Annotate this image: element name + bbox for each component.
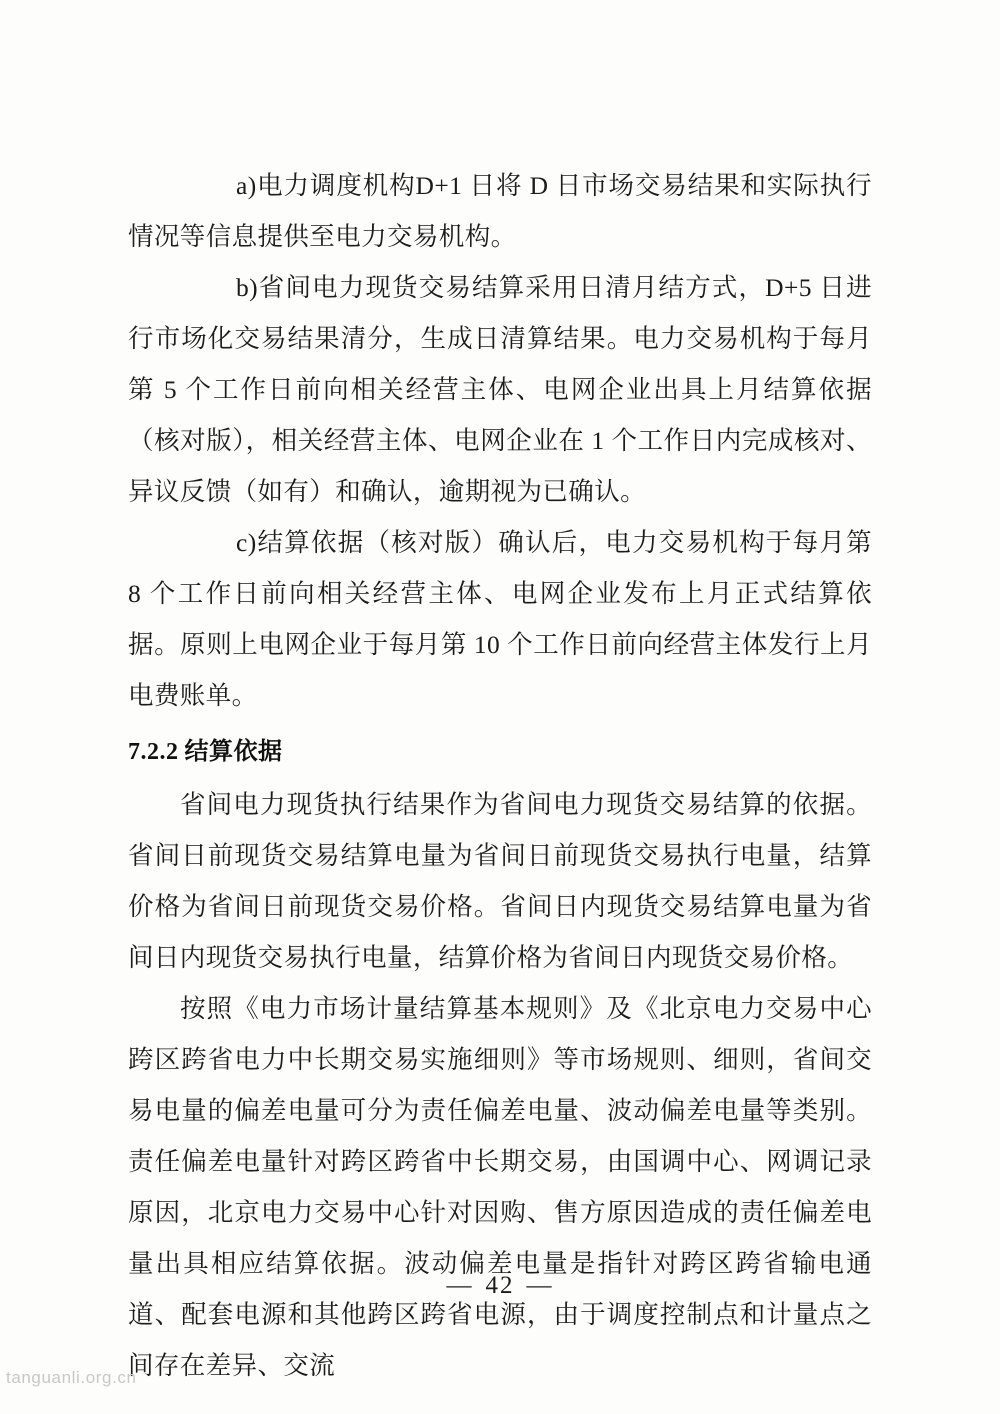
- page-footer: [0, 1272, 1000, 1300]
- section-heading: [128, 727, 872, 777]
- list-item: [128, 160, 872, 262]
- section-title: 结算依据: [184, 738, 283, 765]
- footer-dash-left: —: [446, 1272, 474, 1299]
- list-item-text: 省间电力现货交易结算采用日清月结方式，D+5 日进行市场化交易结果清分，生成日清算结果。电力交易机构于每月第 5 个工作日前向相关经营主体、电网企业出具上月结算依据（核对版），相关经营主体、电网企业在 1 个工作日内完成核对、异议反馈（如有）和确认，逾期视为已确认。: [128, 273, 872, 506]
- list-item-label: b): [236, 273, 259, 302]
- list-item-text: 电力调度机构D+1 日将 D 日市场交易结果和实际执行情况等信息提供至电力交易机构。: [128, 171, 872, 251]
- watermark: tanguanli.org.cn: [6, 1368, 137, 1387]
- page-number: 42: [485, 1272, 515, 1299]
- list-item: [128, 517, 872, 721]
- list-item: [128, 262, 872, 517]
- body-paragraph: 省间电力现货执行结果作为省间电力现货交易结算的依据。省间日前现货交易结算电量为省间日前现货交易执行电量，结算价格为省间日前现货交易价格。省间日内现货交易结算电量为省间日内现货交易执行电量，结算价格为省间日内现货交易价格。: [128, 790, 872, 972]
- list-item-label: a): [236, 171, 257, 200]
- body-paragraph: 按照《电力市场计量结算基本规则》及《北京电力交易中心跨区跨省电力中长期交易实施细则》等市场规则、细则，省间交易电量的偏差电量可分为责任偏差电量、波动偏差电量等类别。责任偏差电量针对跨区跨省中长期交易，由国调中心、网调记录原因，北京电力交易中心针对因购、售方原因造成的责任偏差电量出具相应结算依据。波动偏差电量是指针对跨区跨省输电通道、配套电源和其他跨区跨省电源，由于调度控制点和计量点之间存在差异、交流: [128, 994, 872, 1380]
- list-item-text: 结算依据（核对版）确认后，电力交易机构于每月第 8 个工作日前向相关经营主体、电网企业发布上月正式结算依据。原则上电网企业于每月第 10 个工作日前向经营主体发行上月电费账单。: [128, 528, 872, 710]
- list-item-label: c): [236, 528, 257, 557]
- page-content: [128, 160, 872, 1391]
- section-number: 7.2.2: [128, 739, 179, 765]
- footer-dash-right: —: [526, 1272, 554, 1299]
